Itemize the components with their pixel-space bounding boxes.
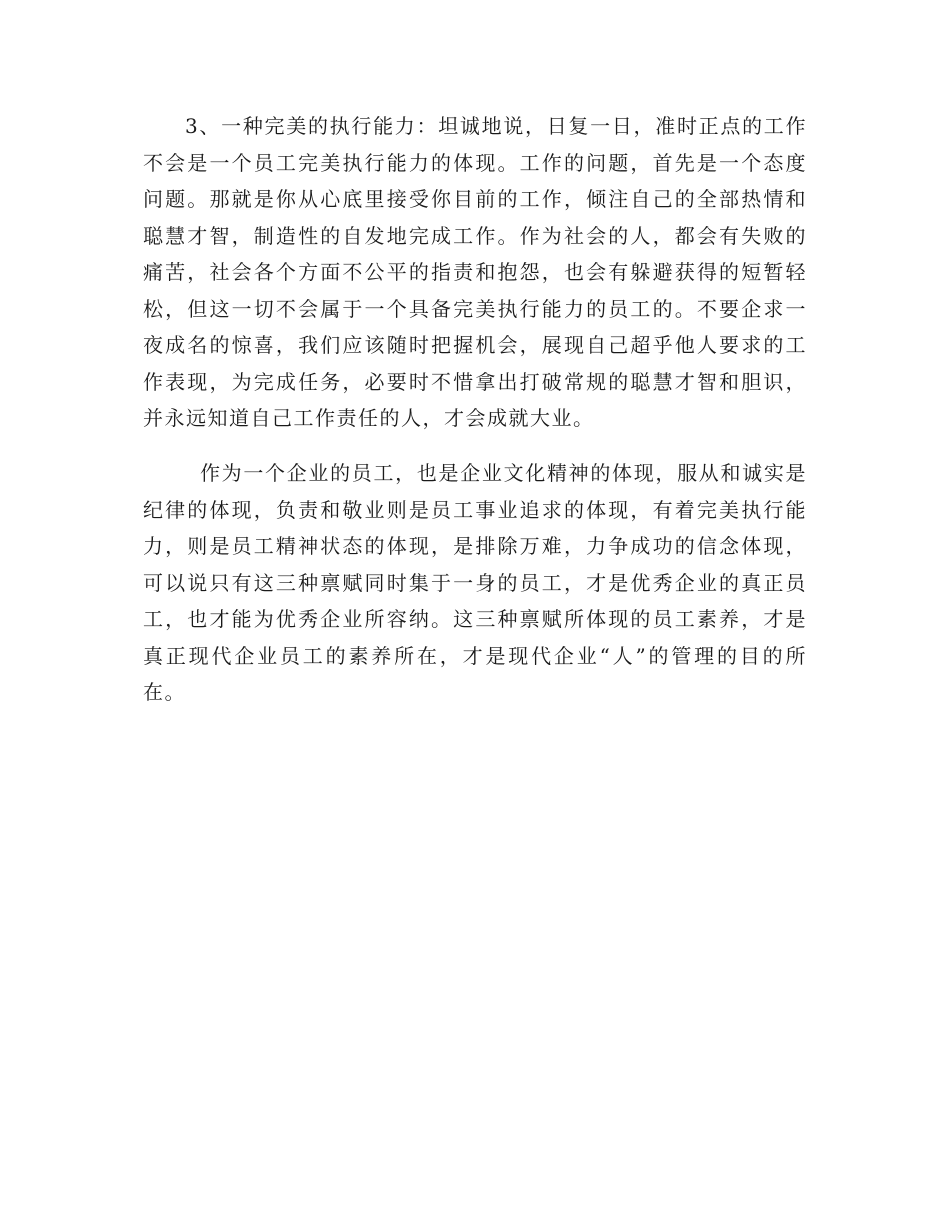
paragraph-employee-qualities: 作为一个企业的员工，也是企业文化精神的体现，服从和诚实是纪律的体现，负责和敬业则是员工事业追求的体现，有着完美执行能力，则是员工精神状态的体现，是排除万难，力争成功的信念体现，可以说只有这三种禀赋同时集于一身的员工，才是优秀企业的真正员工，也才能为优秀企业所容纳。这三种禀赋所体现的员工素养，才是真正现代企业员工的素养所在，才是现代企业“人”的管理的目的所在。 [143, 461, 807, 704]
paragraph-execution-ability: 3、一种完美的执行能力：坦诚地说，日复一日，准时正点的工作不会是一个员工完美执行能力的体现。工作的问题，首先是一个态度问题。那就是你从心底里接受你目前的工作，倾注自己的全部热情和聪慧才智，制造性的自发地完成工作。作为社会的人，都会有失败的痛苦，社会各个方面不公平的指责和抱怨，也会有躲避获得的短暂轻松，但这一切不会属于一个具备完美执行能力的员工的。不要企求一夜成名的惊喜，我们应该随时把握机会，展现自己超乎他人要求的工作表现，为完成任务，必要时不惜拿出打破常规的聪慧才智和胆识，并永远知道自己工作责任的人，才会成就大业。 [143, 114, 807, 430]
